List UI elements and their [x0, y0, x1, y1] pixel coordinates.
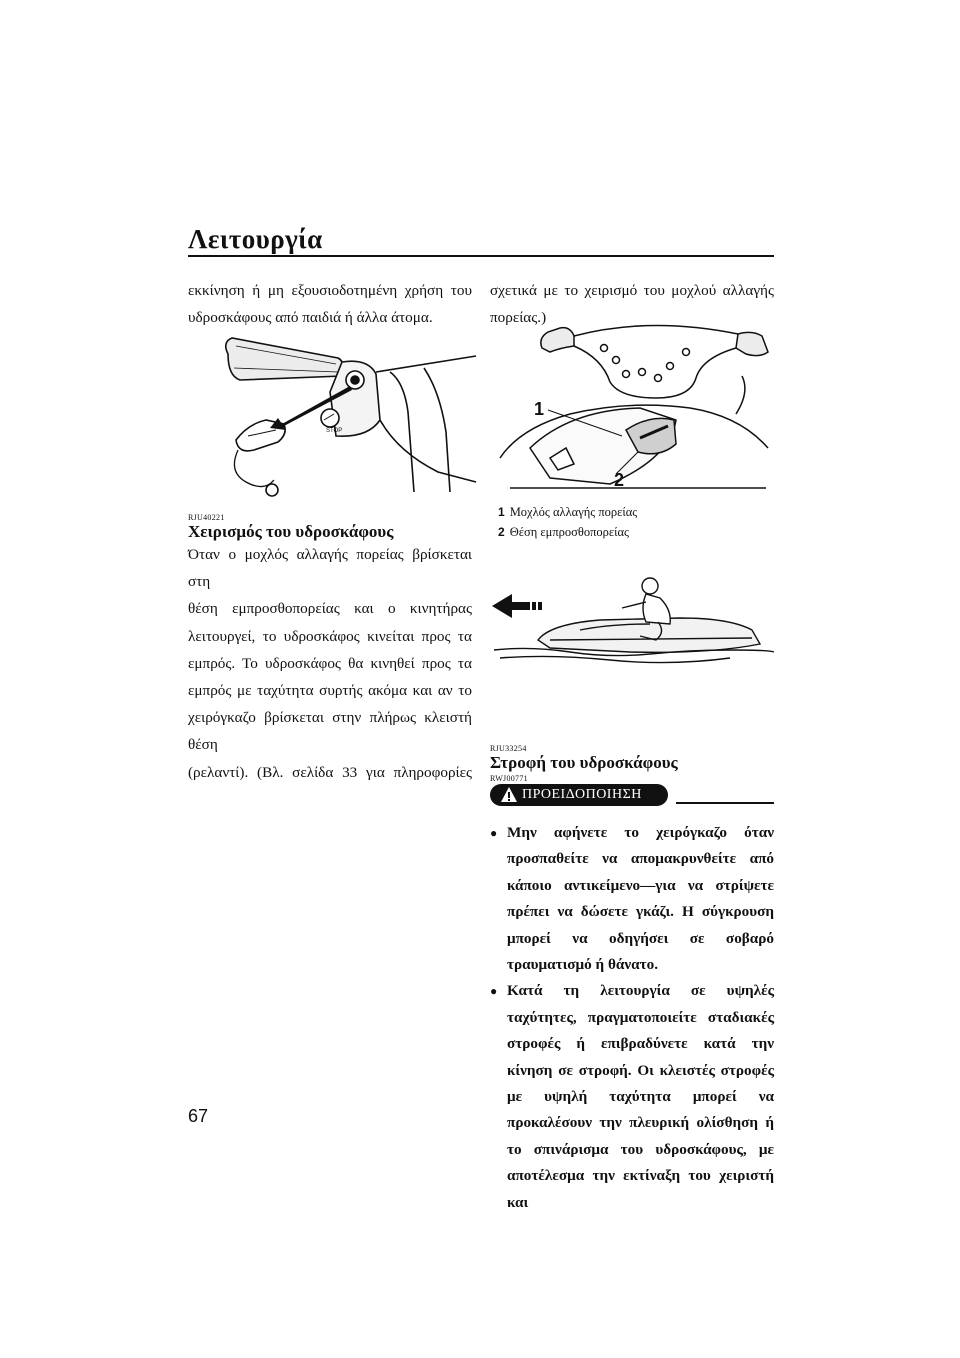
section-code: RJU33254: [490, 744, 527, 753]
shift-lever-illustration: [490, 318, 774, 504]
text-line: πορείας.): [490, 309, 547, 327]
text-line: εκκίνηση ή μη εξουσιοδοτημένη χρήση του: [188, 282, 472, 299]
figure-captions: [498, 502, 637, 542]
text-line: σχετικά με το χειρισμό του μοχλού αλλαγής: [490, 282, 774, 299]
warning-rule: [676, 802, 774, 804]
warning-item: ● Μην αφήνετε το χειρόγκαζο όταν προσπαθείτε να απομακρυνθείτε από κάποιο αντικείμενο—για να στρίψετε πρέπει να δώσετε γκάζι. Η σύγκρουση μπορεί να οδηγήσει σε σοβαρό τραυματισμό ή θάνατο.: [490, 820, 774, 978]
body-paragraph: [188, 541, 472, 786]
stop-label: STOP: [326, 428, 343, 434]
page-title: Λειτουργία: [188, 224, 323, 254]
warning-label: ΠΡΟΕΙΔΟΠΟΙΗΣΗ: [522, 787, 642, 802]
bullet-icon: ●: [490, 984, 498, 999]
bullet-icon: ●: [490, 826, 498, 840]
direction-arrow-icon: [492, 594, 530, 618]
lanyard-illustration: [218, 332, 480, 504]
section-title: Στροφή του υδροσκάφους: [490, 753, 678, 772]
warning-banner: [490, 784, 668, 806]
text-line: χειρόγκαζο βρίσκεται στην πλήρως κλειστή θέση: [188, 709, 472, 754]
text-line: θέση εμπροσθοπορείας και ο κινητήρας: [188, 600, 472, 618]
text-line: υδροσκάφους από παιδιά ή άλλα άτομα.: [188, 309, 433, 327]
header-rule: [188, 255, 774, 257]
caption-item: 1 Μοχλός αλλαγής πορείας: [498, 505, 638, 519]
callout-1: 1: [534, 399, 545, 419]
forward-motion-illustration: [490, 574, 774, 674]
warning-list: [490, 820, 774, 1216]
section-title: Χειρισμός του υδροσκάφους: [188, 522, 394, 541]
text-line: Όταν ο μοχλός αλλαγής πορείας βρίσκεται στη: [188, 546, 472, 591]
text-line: εμπρός. Το υδροσκάφος θα κινηθεί προς τα: [188, 654, 472, 672]
warning-item: ● Κατά τη λειτουργία σε υψηλές ταχύτητες, πραγματοποιείτε σταδιακές στροφές ή επιβραδύνετε κατά την κίνηση σε στροφή. Οι κλειστές στροφές με υψηλή ταχύτητα μπορεί να προκαλέσουν την πλευρική ολίσθηση ή το σπινάρισμα του υδροσκάφους, με αποτέλεσμα την εκτίναξη του χειριστή και: [490, 978, 774, 1216]
caption-item: 2 Θέση εμπροσθοπορείας: [498, 525, 629, 539]
warning-code: RWJ00771: [490, 774, 528, 783]
text-line: (ρελαντί). (Βλ. σελίδα 33 για πληροφορίες: [188, 763, 472, 781]
page-number: 67: [188, 1106, 209, 1126]
callout-2: 2: [614, 470, 625, 490]
warning-triangle-icon: [500, 786, 518, 804]
text-line: λειτουργεί, το υδροσκάφος κινείται προς τα: [188, 627, 472, 645]
section-code: RJU40221: [188, 513, 225, 522]
intro-paragraph: [188, 277, 472, 331]
text-line: εμπρός με ταχύτητα συρτής ακόμα και αν το: [188, 682, 472, 700]
